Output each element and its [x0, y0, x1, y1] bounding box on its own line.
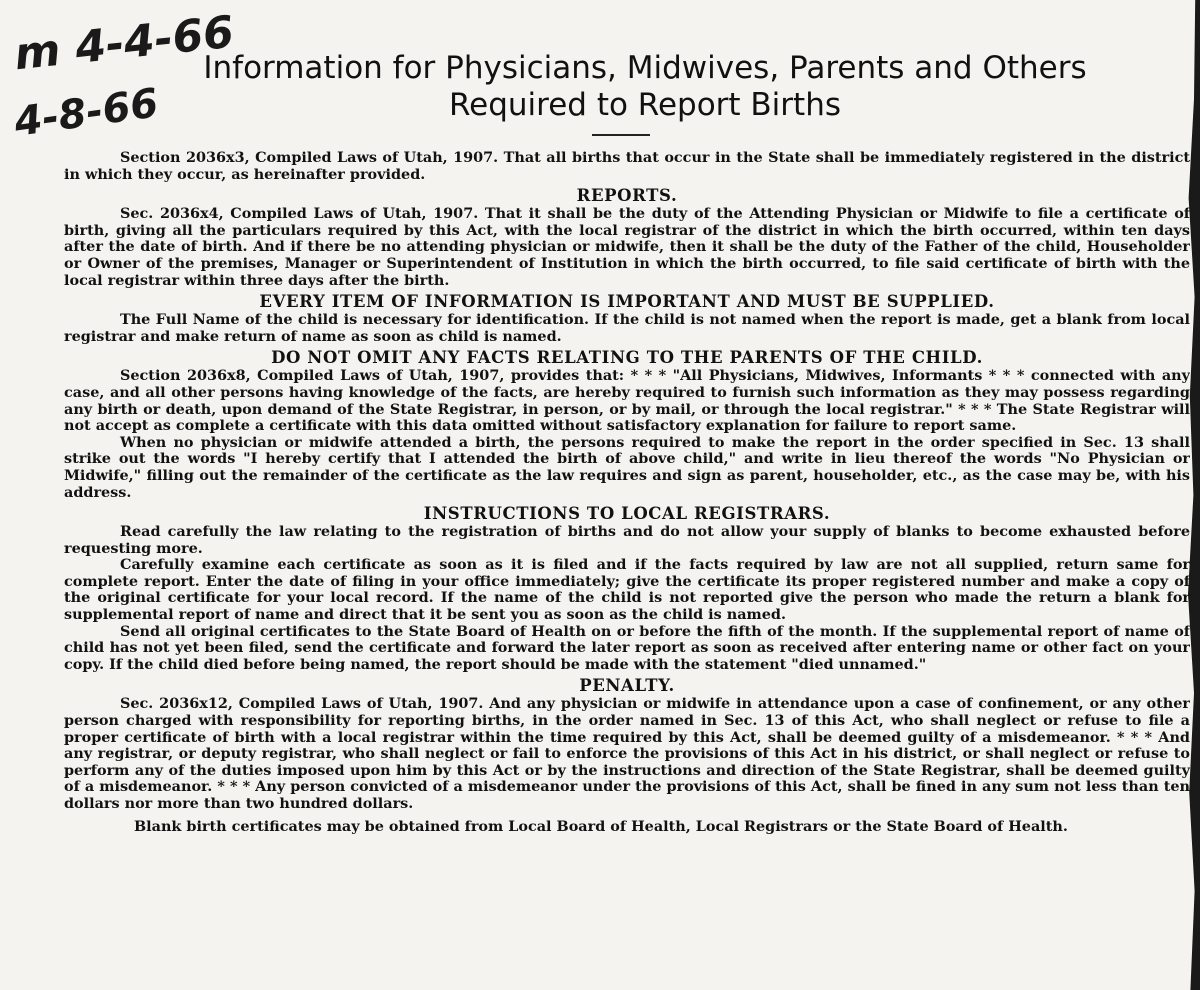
- title-divider: [592, 134, 650, 136]
- section-heading: PENALTY.: [579, 676, 675, 696]
- document-title-line-1: Information for Physicians, Midwives, Parents and Others: [203, 50, 1087, 86]
- paragraph: When no physician or midwife attended a birth, the persons required to make the report in the order specified in Sec. 13 shall strike out the words "I hereby certify that I attended the birth of above child," and write in lieu thereof the words "No Physician or Midwife," filling out the remainder of the certificate as the law requires and sign as parent, householder, etc., as the case may be, with his address.: [64, 433, 1190, 501]
- paragraph: Sec. 2036x4, Compiled Laws of Utah, 1907. That it shall be the duty of the Attending Physician or Midwife to file a certificate of birth, giving all the particulars required by this Act, with the local registrar of the district in which the birth occurred, within ten days after the date of birth. And if there be no attending physician or midwife, then it shall be the duty of the Father of the child, Householder or Owner of the premises, Manager or Superintendent of Institution in which the birth occurred, to file said certificate of birth with the local registrar within three days after the birth.: [64, 205, 1190, 289]
- document-title-line-2: Required to Report Births: [449, 87, 841, 123]
- section-heading: REPORTS.: [576, 186, 678, 206]
- paragraph: Carefully examine each certificate as soon as it is filed and if the facts required by law are not all supplied, return same for complete report. Enter the date of filing in your office immediately; give the certificate its proper registered number and make a copy of the original certificate for your local record. If the name of the child is not reported give the person who made the return a blank for supplemental report of name and direct that it be sent you as soon as the child is named.: [64, 556, 1190, 624]
- section-heading: DO NOT OMIT ANY FACTS RELATING TO THE PARENTS OF THE CHILD.: [271, 348, 983, 368]
- paragraph: Sec. 2036x12, Compiled Laws of Utah, 1907. And any physician or midwife in attendance upon a case of confinement, or any other person charged with responsibility for reporting births, in the order named in Sec. 13 of this Act, who shall neglect or refuse to file a proper certificate of birth with a local registrar within the time required by this Act, shall be deemed guilty of a misdemeanor. * * * And any registrar, or deputy registrar, who shall neglect or fail to enforce the provisions of this Act in his district, or shall neglect or refuse to perform any of the duties imposed upon him by this Act or by the instructions and direction of the State Registrar, shall be deemed guilty of a misdemeanor. * * * Any person convicted of a misdemeanor under the provisions of this Act, shall be fined in any sum not less than ten dollars nor more than two hundred dollars.: [64, 695, 1190, 812]
- paragraph: Section 2036x3, Compiled Laws of Utah, 1907. That all births that occur in the State shall be immediately registered in the district in which they occur, as hereinafter provided.: [64, 150, 1190, 183]
- document-body: [64, 150, 1190, 835]
- paragraph: Section 2036x8, Compiled Laws of Utah, 1907, provides that: * * * "All Physicians, Midwives, Informants * * * connected with any case, and all other persons having knowledge of the facts, are hereby required to furnish such information as they may possess regarding any birth or death, upon demand of the State Registrar, in person, or by mail, or through the local registrar." * * * The State Registrar will not accept as complete a certificate with this data omitted without satisfactory explanation for failure to report same.: [64, 367, 1190, 435]
- handwritten-note-second-date: 4-8-66: [11, 80, 162, 146]
- paragraph: The Full Name of the child is necessary for identification. If the child is not named when the report is made, get a blank from local registrar and make return of name as soon as child is named.: [64, 311, 1190, 345]
- section-heading: INSTRUCTIONS TO LOCAL REGISTRARS.: [423, 504, 831, 524]
- closing-note: Blank birth certificates may be obtained from Local Board of Health, Local Registrars or the State Board of Health.: [134, 817, 1068, 835]
- paragraph: Send all original certificates to the State Board of Health on or before the fifth of the month. If the supplemental report of name of child has not yet been filed, send the certificate and forward the later report as soon as received after entering name or other fact on your copy. If the child died before being named, the report should be made with the statement "died unnamed.": [64, 622, 1190, 673]
- paragraph: Read carefully the law relating to the registration of births and do not allow your supply of blanks to become exhausted before requesting more.: [64, 523, 1190, 557]
- section-heading: EVERY ITEM OF INFORMATION IS IMPORTANT AND MUST BE SUPPLIED.: [259, 292, 995, 312]
- handwritten-note-date: m 4-4-66: [11, 6, 237, 81]
